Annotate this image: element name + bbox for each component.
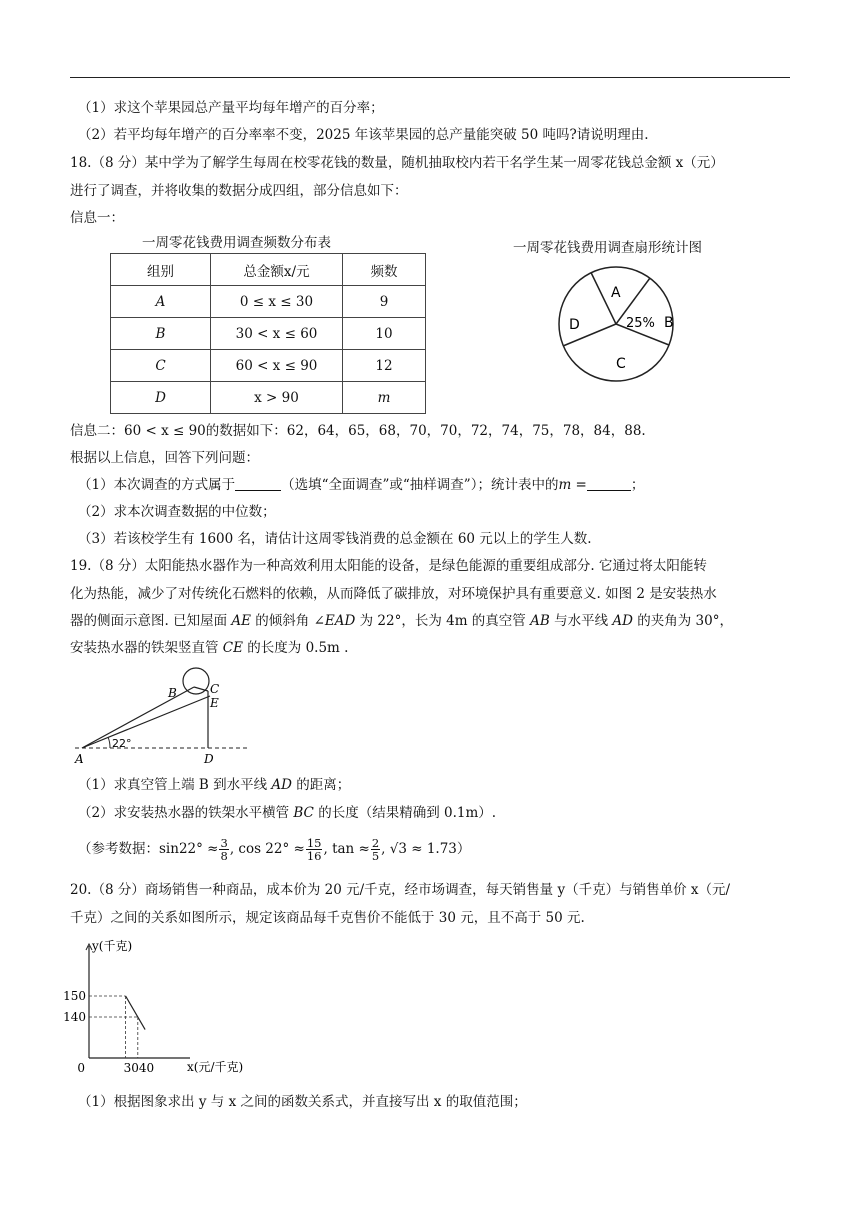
info2-label: 信息二： [70, 423, 124, 439]
q20-stem-line2: 千克）之间的关系如图所示，规定该商品每千克售价不能低于 30 元，且不高于 50 元. [70, 910, 585, 926]
fraction [219, 837, 228, 862]
numerator: 2 [371, 836, 380, 850]
table-header-row [111, 254, 426, 286]
fraction [306, 837, 323, 862]
info2-range: 60 < x ≤ 90 [124, 423, 206, 439]
pie-label-a: A [611, 285, 621, 301]
table-cell: x > 90 [211, 382, 343, 414]
roof-line-ae [82, 696, 210, 748]
top-rule [70, 77, 790, 78]
q18-info1-label: 信息一： [70, 210, 124, 226]
q19-reference-data [78, 834, 808, 864]
math-sin: sin22° ≈ [159, 841, 219, 857]
pie-label-c: C [616, 356, 626, 372]
table-cell: m [343, 382, 426, 414]
table-cell: C [111, 350, 211, 382]
table-cell: D [111, 382, 211, 414]
m-equals: m = [558, 477, 587, 493]
math-ad: AD [271, 777, 292, 793]
math-tan: , tan ≈ [323, 841, 370, 857]
label-e: E [210, 696, 219, 710]
q18-sub1 [78, 475, 808, 495]
q19-stem-line1: 19.（8 分）太阳能热水器作为一种高效利用太阳能的设备，是绿色能源的重要组成部分. 它通过将太阳能转 [70, 558, 707, 574]
table-cell: 0 ≤ x ≤ 30 [211, 286, 343, 318]
pie-label-d: D [569, 317, 580, 333]
math-ad: AD [612, 613, 633, 629]
text-run: 的倾斜角 [250, 613, 314, 629]
data-line [126, 996, 146, 1030]
text-run: （参考数据： [78, 841, 159, 857]
label-angle: 22° [112, 737, 132, 750]
q18-stem-line1: 18.（8 分）某中学为了解学生每周在校零花钱的数量，随机抽取校内若干名学生某一周零花钱总金额 x（元） [70, 155, 724, 171]
q18-sub1-text: （1）本次调查的方式属于 [78, 477, 236, 493]
label-c: C [210, 682, 220, 696]
numerator: 3 [220, 836, 228, 850]
denominator: 8 [220, 849, 228, 863]
pie-chart [556, 264, 676, 384]
y-tick-label: 150 [63, 989, 86, 1003]
table-header-cell: 总金额x/元 [211, 254, 343, 286]
text-run: （2）求安装热水器的铁架水平横管 [78, 805, 294, 821]
answer-blank[interactable] [235, 476, 281, 491]
x-axis-label: x(元/千克) [187, 1060, 244, 1074]
q18-stem-line2: 进行了调查，并将收集的数据分成四组，部分信息如下： [70, 183, 408, 199]
frequency-table [110, 253, 426, 414]
table-row [111, 286, 426, 318]
y-tick-label: 140 [63, 1010, 86, 1024]
denominator: 5 [371, 849, 380, 863]
math-ab: AB [530, 613, 550, 629]
math-ae: AE [231, 613, 251, 629]
solar-heater-diagram [70, 665, 250, 765]
text-run: 为 22°，长为 4m 的真空管 [355, 613, 531, 629]
text-run: 与水平线 [549, 613, 613, 629]
q19-stem-line2: 化为热能，减少了对传统化石燃料的依赖，从而降低了碳排放，对环境保护具有重要意义. 如图 2 是安装热水 [70, 586, 717, 602]
text-run: 安装热水器的铁架竖直管 [70, 640, 223, 656]
angle-arc [108, 737, 110, 748]
text-run: 的夹角为 30°， [632, 613, 733, 629]
q18-sub1-hint: （选填“全面调查”或“抽样调查”）；统计表中的 [281, 477, 559, 493]
denominator: 16 [306, 849, 322, 863]
numerator: 15 [306, 836, 322, 850]
text-run: 器的侧面示意图. 已知屋面 [70, 613, 232, 629]
table-row [111, 382, 426, 414]
q18-sub3: （3）若该校学生有 1600 名，请估计这周零钱消费的总金额在 60 元以上的学生人数. [78, 531, 592, 547]
x-tick-label: 3040 [123, 1061, 155, 1075]
table-cell: 60 < x ≤ 90 [211, 350, 343, 382]
tube-line-ab [82, 687, 194, 748]
q18-prompt: 根据以上信息，回答下列问题： [70, 450, 259, 466]
math-bc: BC [293, 805, 314, 821]
table-cell: 9 [343, 286, 426, 318]
q19-sub2 [78, 803, 808, 823]
table-header-cell: 频数 [343, 254, 426, 286]
text-run: 的长度（结果精确到 0.1m）. [313, 805, 497, 821]
price-sales-graph [63, 938, 272, 1075]
pie-chart-title: 一周零花钱费用调查扇形统计图 [513, 240, 702, 256]
math-ce: CE [222, 640, 243, 656]
info2-text: 的数据如下：62，64，65，68，70，70，72，74，75，78，84，88. [205, 423, 646, 439]
label-d: D [204, 752, 214, 766]
y-axis-label: y(千克) [92, 939, 133, 953]
q18-sub1-end: ； [630, 477, 645, 493]
table-cell: 30 < x ≤ 60 [211, 318, 343, 350]
x-tick-label: 0 [77, 1061, 85, 1075]
text-run: （1）求真空管上端 B 到水平线 [78, 777, 272, 793]
q17-part1: （1）求这个苹果园总产量平均每年增产的百分率； [78, 100, 384, 116]
answer-blank[interactable] [587, 476, 631, 491]
q17-part2: （2）若平均每年增产的百分率率不变，2025 年该苹果园的总产量能突破 50 吨吗?请说明理由. [78, 127, 649, 143]
label-a: A [75, 752, 84, 766]
text-run: ） [456, 841, 471, 857]
q19-stem-line3 [70, 611, 800, 631]
text-run: 的距离； [291, 777, 351, 793]
label-b: B [168, 686, 177, 700]
math-sqrt3: , √3 ≈ 1.73 [381, 841, 457, 857]
table-header-cell: 组别 [111, 254, 211, 286]
table-row [111, 318, 426, 350]
frequency-table-title: 一周零花钱费用调查频数分布表 [142, 235, 331, 251]
table-cell: B [111, 318, 211, 350]
pie-label-b: B [664, 315, 674, 331]
math-cos: , cos 22° ≈ [229, 841, 305, 857]
table-cell: 10 [343, 318, 426, 350]
fraction [371, 837, 380, 862]
table-cell: 12 [343, 350, 426, 382]
pie-pct-label: 25% [626, 316, 655, 331]
q19-sub1 [78, 775, 808, 795]
q18-sub2: （2）求本次调查数据的中位数； [78, 504, 276, 520]
q18-info2 [70, 421, 800, 441]
math-angle-ead: ∠EAD [313, 613, 356, 629]
table-cell: A [111, 286, 211, 318]
q20-stem-line1: 20.（8 分）商场销售一种商品，成本价为 20 元/千克，经市场调查，每天销售量 y（千克）与销售单价 x（元/ [70, 882, 731, 898]
q20-sub1: （1）根据图象求出 y 与 x 之间的函数关系式，并直接写出 x 的取值范围； [78, 1094, 527, 1110]
text-run: 的长度为 0.5m . [242, 640, 349, 656]
table-row [111, 350, 426, 382]
q19-stem-line4 [70, 638, 800, 658]
